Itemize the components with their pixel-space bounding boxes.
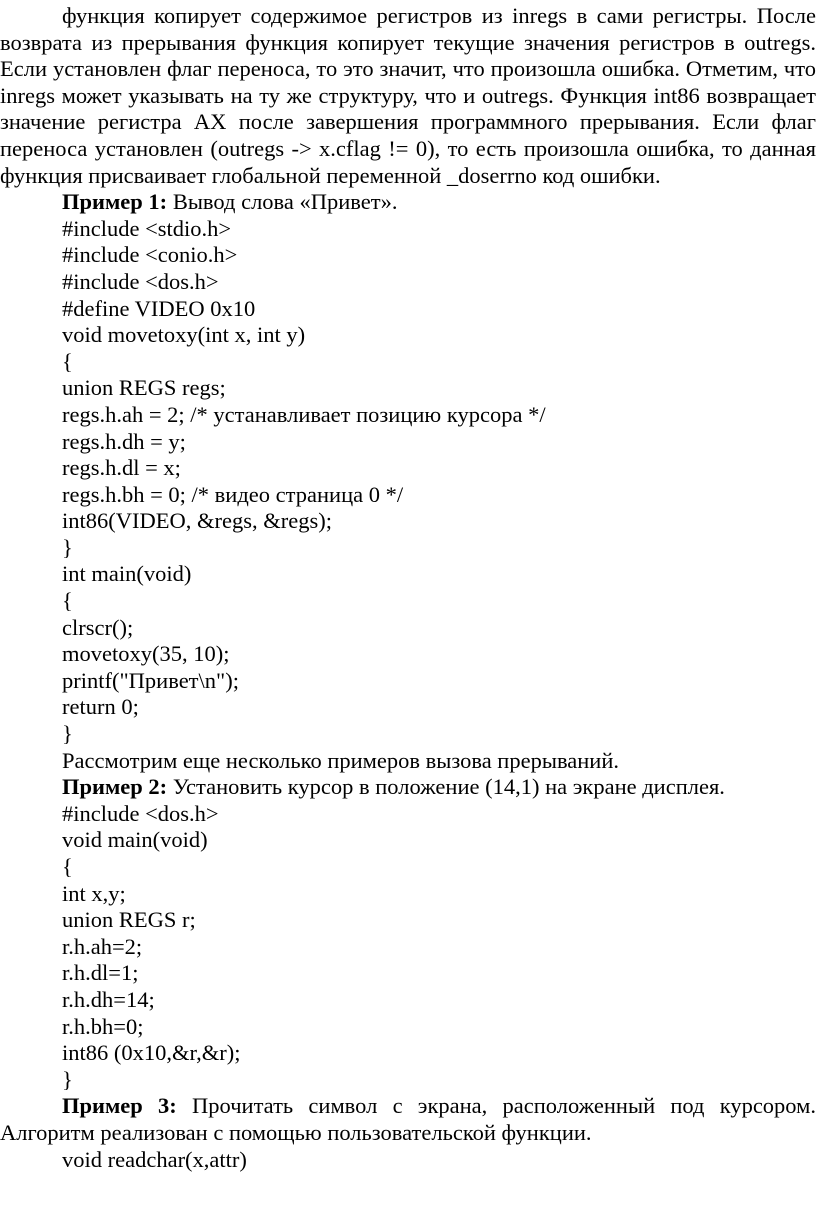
code-line: clrscr(); [62, 614, 134, 640]
code-line: #include <dos.h> [62, 268, 219, 294]
example-1-heading [0, 189, 816, 216]
code-line: r.h.dh=14; [62, 986, 155, 1012]
example-2-code [0, 801, 816, 1094]
example-3-heading [0, 1093, 816, 1146]
code-line: void movetoxy(int x, int y) [62, 322, 306, 348]
example-2-heading [0, 774, 816, 801]
example-3-code [0, 1147, 816, 1174]
example-3-text: Прочитать символ с экрана, расположенный под курсором. Алгоритм реализован с помощью пользовательской функции. [0, 1093, 816, 1145]
example-1-text: Вывод слова «Привет». [167, 189, 398, 215]
example-3-label: Пример 3: [62, 1093, 177, 1119]
code-line: #include <stdio.h> [62, 215, 232, 241]
code-line: regs.h.dl = x; [62, 455, 181, 481]
code-line: movetoxy(35, 10); [62, 641, 230, 667]
code-line: r.h.ah=2; [62, 933, 143, 959]
intro-paragraph: функция копирует содержимое регистров из inregs в сами регистры. После возврата из прерывания функция копирует текущие значения регистров в outregs. Если установлен флаг переноса, то это значит, что произошла ошибка. Отметим, что inregs может указывать на ту же структуру, что и outregs. Функция int86 возвращает значение регистра AX после завершения программного прерывания. Если флаг переноса установлен (outregs -> x.cflag != 0), то есть произошла ошибка, то данная функция присваивает глобальной переменной _doserrno код ошибки. [0, 3, 816, 188]
code-line: regs.h.ah = 2; /* устанавливает позицию курсора */ [62, 401, 546, 427]
code-line: { [62, 854, 73, 879]
code-line: } [62, 534, 73, 560]
code-line: regs.h.bh = 0; /* видео страница 0 */ [62, 481, 404, 507]
code-line: int main(void) [62, 561, 192, 587]
code-line: void readchar(x,attr) [62, 1146, 247, 1172]
example-2-text: Установить курсор в положение (14,1) на экране дисплея. [167, 774, 725, 800]
example-2-label: Пример 2: [62, 774, 168, 800]
code-line: int x,y; [62, 880, 126, 906]
code-line: int86(VIDEO, &regs, &regs); [62, 508, 332, 534]
transition-text: Рассмотрим еще несколько примеров вызова прерываний. [62, 747, 620, 773]
code-line: r.h.bh=0; [62, 1013, 144, 1039]
code-line: printf("Привет\n"); [62, 667, 239, 693]
code-line: void main(void) [62, 827, 208, 853]
code-line: union REGS regs; [62, 375, 226, 401]
code-line: #define VIDEO 0x10 [62, 295, 256, 321]
code-line: union REGS r; [62, 907, 196, 933]
code-line: } [62, 1066, 73, 1092]
code-line: { [62, 348, 73, 374]
code-line: r.h.dl=1; [62, 960, 139, 986]
code-line: } [62, 721, 73, 747]
example-1-code [0, 216, 816, 748]
code-line: regs.h.dh = y; [62, 428, 186, 454]
code-line: #include <dos.h> [62, 800, 219, 826]
code-line: #include <conio.h> [62, 242, 238, 268]
code-line: { [62, 588, 73, 614]
example-1-label: Пример 1: [62, 189, 168, 215]
code-line: return 0; [62, 694, 139, 720]
code-line: int86 (0x10,&r,&r); [62, 1040, 241, 1066]
